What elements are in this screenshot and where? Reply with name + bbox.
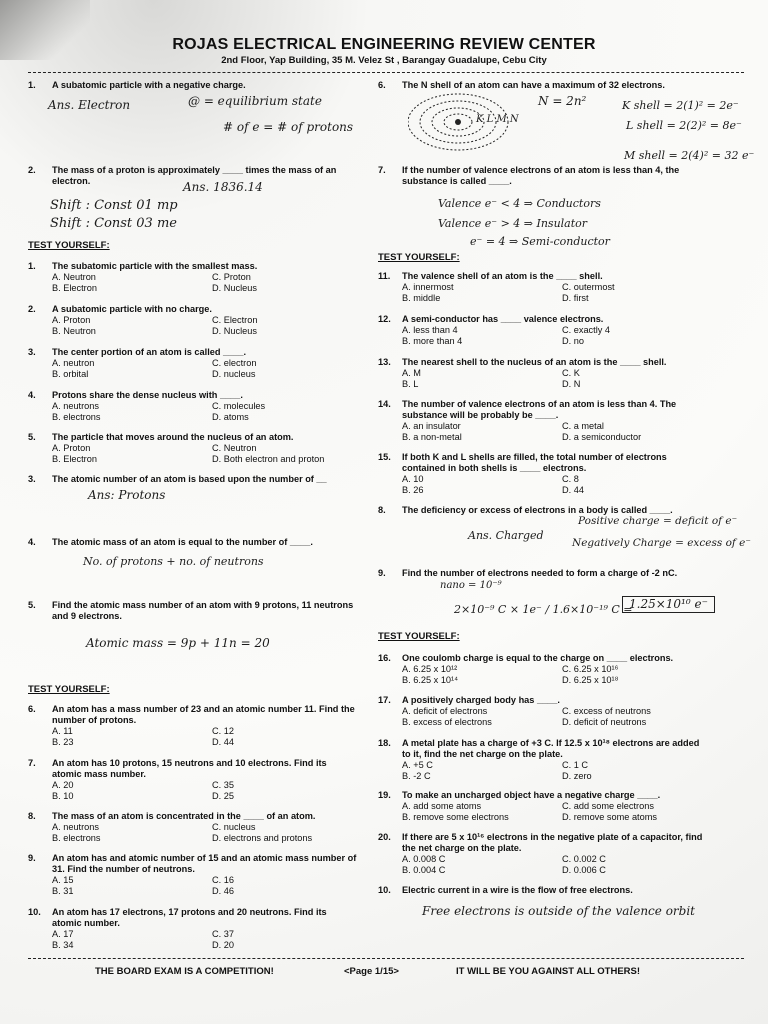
test-yourself-heading: TEST YOURSELF:: [28, 684, 110, 695]
test-yourself-heading: TEST YOURSELF:: [28, 240, 110, 251]
handwritten-answer: Free electrons is outside of the valence orbit: [422, 904, 695, 918]
handwritten-answer: No. of protons + no. of neutrons: [83, 555, 264, 568]
handwritten-note: Positive charge = deficit of e⁻: [578, 515, 738, 527]
footer-left: THE BOARD EXAM IS A COMPETITION!: [95, 966, 274, 977]
handwritten-formula: N = 2n²: [538, 94, 587, 108]
boxed-answer: 1.25×10¹⁰ e⁻: [622, 596, 715, 613]
handwritten-answer: Ans. Charged: [468, 529, 544, 542]
handwritten-note: Negatively Charge = excess of e⁻: [572, 537, 751, 549]
handwritten-note: L shell = 2(2)² = 8e⁻: [626, 119, 742, 132]
shell-labels: K L M N: [476, 114, 519, 125]
handwritten-answer: Ans. 1836.14: [183, 180, 263, 194]
handwritten-note: Shift : Const 03 me: [50, 216, 177, 231]
footer-right: IT WILL BE YOU AGAINST ALL OTHERS!: [456, 966, 641, 977]
handwritten-note: Valence e⁻ < 4 ⇒ Conductors: [438, 197, 601, 210]
handwritten-answer: Atomic mass = 9p + 11n = 20: [86, 636, 270, 650]
test-yourself-heading: TEST YOURSELF:: [378, 631, 460, 642]
handwritten-note: @ = equilibrium state: [188, 94, 322, 108]
bottom-divider: [28, 958, 744, 959]
handwritten-note: Shift : Const 01 mp: [50, 198, 178, 213]
handwritten-answer: Ans: Protons: [88, 488, 166, 502]
handwritten-note: 2×10⁻⁹ C × 1e⁻ / 1.6×10⁻¹⁹ C =: [454, 603, 633, 616]
left-column: 1. A subatomic particle with a negative charge. Ans. Electron @ = equilibrium state # of e = # of protons 2. The mass of a proton is approximately ____ times the mass of an electron. Ans. 1836.14 Shift : Const 01 mp Shift : Const 03 me TEST YOURSELF: 1. The subatomic particle with the smallest mass. A. Neutron C. Proton B. Electron D. Nucleus 2. A subatomic particle with no charge. A. Proton C. Electron B. Neutron D. Nucleus 3. The center portion of an atom is called ____. A. neutron C. electron B. orbital D. nucleus 4. Protons share the dense nucleus with ____. A. neutrons C. molecules B. electrons D. atoms 5. The particle that moves around the nucleus of an atom. A. Proton C. Neutron B. Electron D. Both electron and proton 3. The atomic number of an atom is based upon the number of __ Ans: Protons 4. The atomic mass of an atom is equal to the number of ____. No. of protons + no. of neutrons 5. Find the atomic mass number of an atom with 9 protons, 11 neutrons and 9 electrons. Atomic mass = 9p + 11n = 20 TEST YOURSELF: 6. An atom has a mass number of 23 and an atomic number 11. Find the number of protons. A. 11 C. 12 B. 23 D. 44 7. An atom has 10 protons, 15 neutrons and 10 electrons. Find its atomic mass number. A. 20 C. 35 B. 10 D. 25 8. The mass of an atom is concentrated in the ____ of an atom. A. neutrons C. nucleus B. electrons D. electrons and protons 9. An atom has and atomic number of 15 and an atomic mass number of 31. Find the number of neutrons. A. 15 C. 16 B. 31 D. 46 10. An atom has 17 electrons, 17 protons and 20 neutrons. Find its atomic number. A. 17 C. 37 B. 34 D. 20: [28, 80, 357, 950]
top-divider: [28, 72, 744, 73]
handwritten-note: # of e = # of protons: [223, 120, 354, 134]
page-number: <Page 1/15>: [344, 966, 399, 977]
handwritten-note: Valence e⁻ > 4 ⇒ Insulator: [438, 217, 588, 230]
address-line: 2nd Floor, Yap Building, 35 M. Velez St , Barangay Guadalupe, Cebu City: [221, 55, 547, 66]
handwritten-note: M shell = 2(4)² = 32 e⁻: [624, 149, 755, 162]
handwritten-note: K shell = 2(1)² = 2e⁻: [622, 99, 739, 112]
handwritten-note: nano = 10⁻⁹: [440, 580, 502, 591]
handwritten-note: e⁻ = 4 ⇒ Semi-conductor: [470, 235, 610, 248]
right-column: 6. The N shell of an atom can have a maximum of 32 electrons. K L M N N = 2n² K shell = 2(1)² = 2e⁻ L shell = 2(2)² = 8e⁻ M shell = 2(4)² = 32 e⁻ 7. If the number of valence electrons of an atom is less than 4, the substance is called ____. Valence e⁻ < 4 ⇒ Conductors Valence e⁻ > 4 ⇒ Insulator e⁻ = 4 ⇒ Semi-conductor TEST YOURSELF: 11. The valence shell of an atom is the ____ shell. A. innermost C. outermost B. middle D. first 12. A semi-conductor has ____ valence electrons. A. less than 4 C. exactly 4 B. more than 4 D. no 13. The nearest shell to the nucleus of an atom is the ____ shell. A. M C. K B. L D. N 14. The number of valence electrons of an atom is less than 4. The substance will be probably be ____. A. an insulator C. a metal B. a non-metal D. a semiconductor 15. If both K and L shells are filled, the total number of electrons contained in both shells is ____ electrons. A. 10 C. 8 B. 26 D. 44 8. The deficiency or excess of electrons in a body is called ____. Ans. Charged Positive charge = deficit of e⁻ Negatively Charge = excess of e⁻ 9. Find the number of electrons needed to form a charge of -2 nC. nano = 10⁻⁹ 2×10⁻⁹ C × 1e⁻ / 1.6×10⁻¹⁹ C = 1.25×10¹⁰ e⁻ TEST YOURSELF: 16. One coulomb charge is equal to the charge on ____ electrons. A. 6.25 x 10¹² C. 6.25 x 10¹⁶ B. 6.25 x 10¹⁴ D. 6.25 x 10¹⁸ 17. A positively charged body has ____. A. deficit of electrons C. excess of neutrons B. excess of electrons D. deficit of neutrons 18. A metal plate has a charge of +3 C. If 12.5 x 10¹⁸ electrons are added to it, find the net charge on the plate. A. +5 C C. 1 C B. -2 C D. zero 19. To make an uncharged object have a negative charge ____. A. add some atoms C. add some electrons B. remove some electrons D. remove some atoms 20. If there are 5 x 10¹⁶ electrons in the negative plate of a capacitor, find the net charge on the plate. A. 0.008 C C. 0.002 C B. 0.004 C D. 0.006 C 10. Electric current in a wire is the flow of free electrons. Free electrons is outside of the valence orbit: [378, 80, 755, 918]
test-yourself-heading: TEST YOURSELF:: [378, 252, 460, 263]
handwritten-answer: Ans. Electron: [48, 98, 131, 112]
page-title: ROJAS ELECTRICAL ENGINEERING REVIEW CENTER: [172, 36, 596, 53]
